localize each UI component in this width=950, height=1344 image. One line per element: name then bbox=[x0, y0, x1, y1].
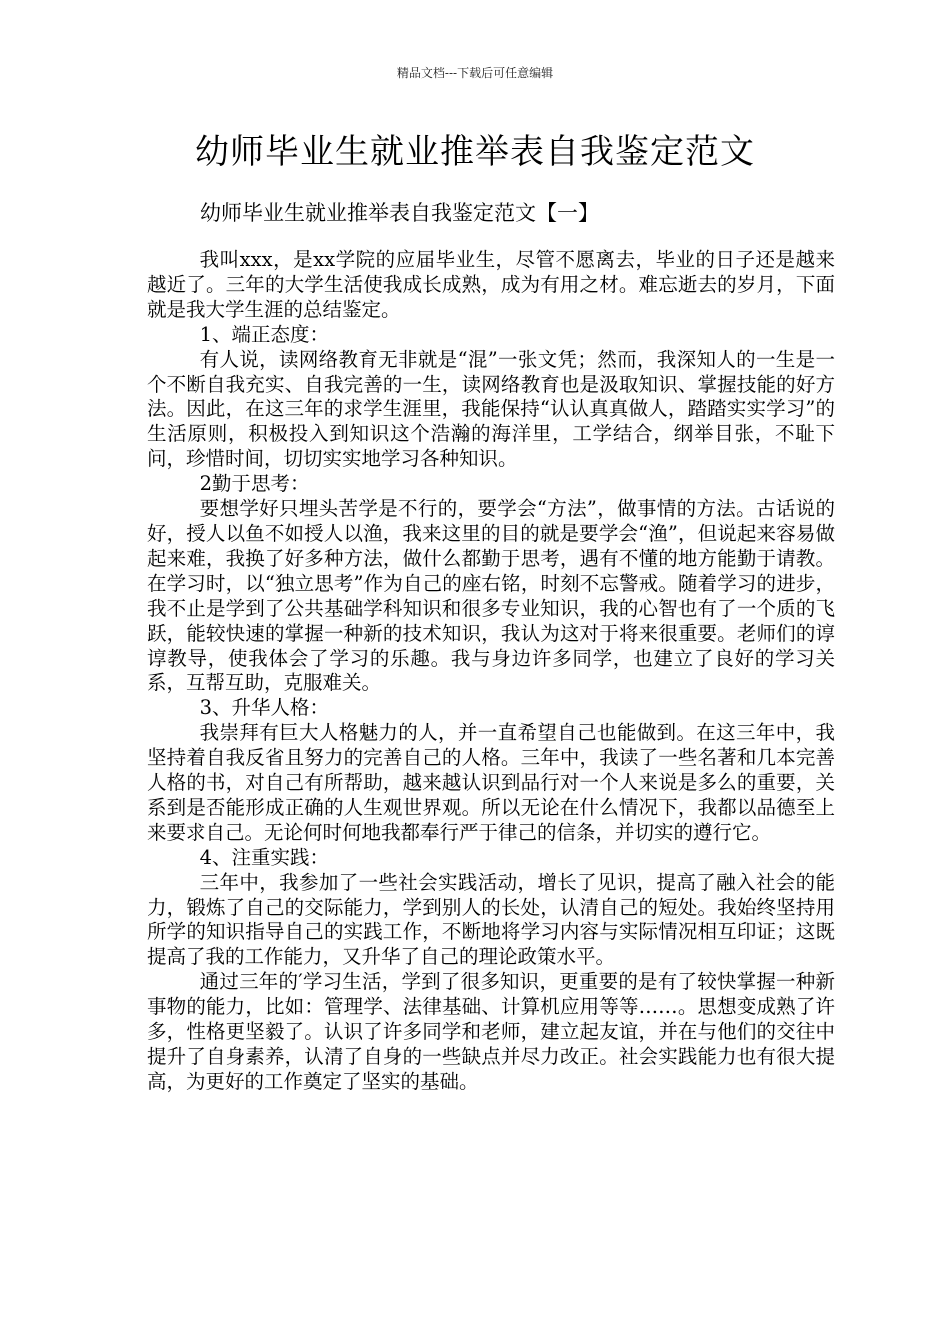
section-heading-practice: 4、注重实践： bbox=[199, 845, 330, 869]
section-heading-thinking: 2勤于思考： bbox=[199, 472, 310, 496]
document-title: 幼师毕业生就业推举表自我鉴定范文 bbox=[195, 132, 755, 172]
paragraph-attitude: 有人说，读网络教育无非就是“混”一张文凭；然而，我深知人的一生是一个不断自我充实、自我完善的一生，读网络教育也是汲取知识、掌握技能的好方法。因此，在这三年的求学生涯里，我能保持“认认真真做人，踏踏实实学习”的生活原则，积极投入到知识这个浩瀚的海洋里，工学结合，纲举目张，不耻下问，珍惜时间，切切实实地学习各种知识。 bbox=[147, 347, 835, 471]
paragraph-practice: 三年中，我参加了一些社会实践活动，增长了见识，提高了融入社会的能力，锻炼了自己的交际能力，学到别人的长处，认清自己的短处。我始终坚持用所学的知识指导自己的实践工作，不断地将学习内容与实际情况相互印证；这既提高了我的工作能力，又升华了自己的理论政策水平。 bbox=[147, 870, 835, 969]
document-subtitle: 幼师毕业生就业推举表自我鉴定范文【一】 bbox=[200, 201, 599, 225]
paragraph-conclusion: 通过三年的′学习生活，学到了很多知识，更重要的是有了较快掌握一种新事物的能力，比如：管理学、法律基础、计算机应用等等……。思想变成熟了许多，性格更坚毅了。认识了许多同学和老师，建立起友谊，并在与他们的交往中提升了自身素养，认清了自身的一些缺点并尽力改正。社会实践能力也有很大提高，为更好的工作奠定了坚实的基础。 bbox=[147, 970, 835, 1093]
section-heading-attitude: 1、端正态度： bbox=[199, 322, 330, 346]
document-body bbox=[147, 248, 835, 1095]
paragraph-personality: 我崇拜有巨大人格魅力的人，并一直希望自己也能做到。在这三年中，我坚持着自我反省且努力的完善自己的人格。三年中，我读了一些名著和几本完善人格的书，对自己有所帮助，越来越认识到品行对一个人来说是多么的重要，关系到是否能形成正确的人生观世界观。所以无论在什么情况下，我都以品德至上来要求自己。无论何时何地我都奉行严于律己的信条，并切实的遵行它。 bbox=[147, 721, 835, 844]
paragraph-intro: 我叫xxx，是xx学院的应届毕业生，尽管不愿离去，毕业的日子还是越来越近了。三年的大学生活使我成长成熟，成为有用之材。难忘逝去的岁月，下面就是我大学生涯的总结鉴定。 bbox=[147, 248, 835, 321]
paragraph-thinking: 要想学好只埋头苦学是不行的，要学会“方法”，做事情的方法。古话说的好，授人以鱼不如授人以渔，我来这里的目的就是要学会“渔”，但说起来容易做起来难，我换了好多种方法，做什么都勤于思考，遇有不懂的地方能勤于请教。在学习时，以“独立思考”作为自己的座右铭，时刻不忘警戒。随着学习的进步，我不止是学到了公共基础学科知识和很多专业知识，我的心智也有了一个质的飞跃，能较快速的掌握一种新的技术知识，我认为这对于将来很重要。老师们的谆谆教导，使我体会了学习的乐趣。我与身边许多同学，也建立了良好的学习关系，互帮互助，克服难关。 bbox=[147, 497, 835, 695]
section-heading-personality: 3、升华人格： bbox=[199, 696, 330, 720]
page-header: 精品文档---下载后可任意编辑 bbox=[396, 66, 554, 80]
